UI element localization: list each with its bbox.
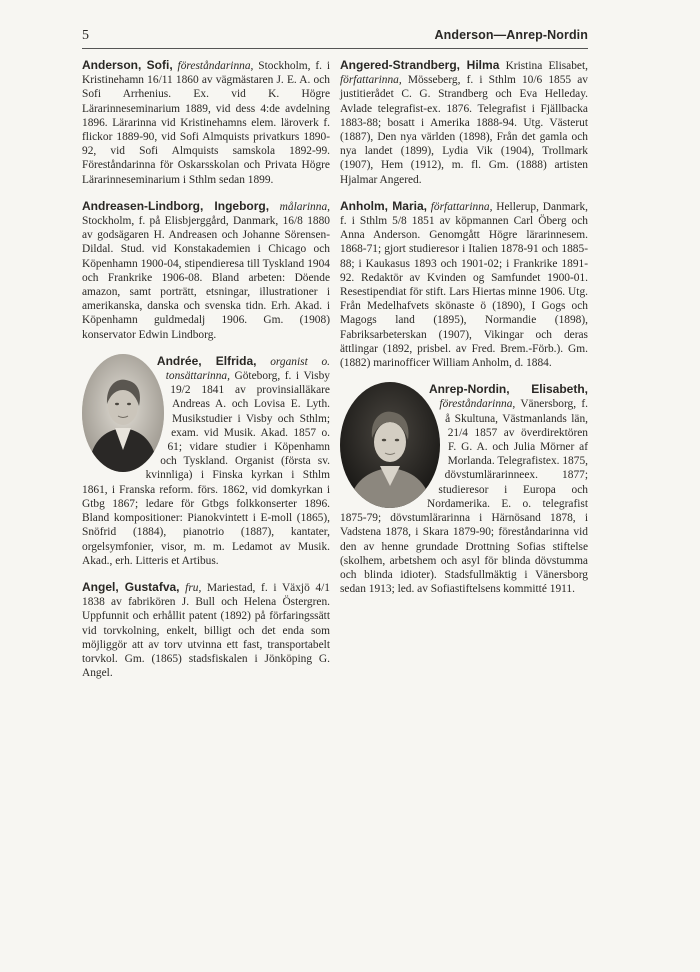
entry-name: Anderson, Sofi, — [82, 58, 173, 72]
entry-name: Anholm, Maria, — [340, 198, 427, 213]
entry-text: Vänersborg, f. å Skultuna, Västmanlands län, 21/4 1857 av överdirektören F. G. A. och Julia Mörner af Morlanda. Telegrafistex. 1875, dövstumlärarinneex. 1877; studieresor i Europa och Nordamerika. E. o. telegrafist 1875-79; dövstumlärarinna i Härnösand 1878, i Vadstena 1878, i Skara 1879-90; föreståndarinna vid den av henne grundade Drottning Sofias stiftelse (skolhem, arbetshem och asyl för blinda dövstumma och blinda idioter). Stadsfullmäktig i Vänersborg sedan 1913; led. av Sofiastiftelsens kommitté 1911. — [340, 398, 588, 596]
entry-name: Andreasen-Lindborg, Ingeborg, — [82, 198, 270, 213]
entry-andree — [82, 354, 330, 568]
entry-text: Stockholm, f. på Elisbjerggård, Danmark, 16/8 1880 av godsägaren H. Andreasen och Johanne Sörensen-Dildal. Stud. vid Konstakademien i Chicago och Köpenhamn 1900-04, stipendieresa till Tyskland 1904 och Frankrike 1906-08. Bland arbeten: Döende amazon, samt porträtt, etsningar, illustrationer i amerikanska, danska och svenska tidn. Erh. Akad. i Köpenhamn guldmedalj 1906. Gm. (1908) konservator Edwin Lindborg. — [82, 215, 330, 341]
entry-text: Hellerup, Danmark, f. i Sthlm 5/8 1851 av köpmannen Carl Öberg och Anna Anderson. Genomgått Högre lärarinnesem. 1868-71; gjort studieresor i Italien 1878-91 och 1885-88; i Kaukasus 1893 och 1901-02; i Frankrike 1891-92. Redaktör av Kvinden og Samfundet 1900-01. Resestipendiat för stift. Lars Hiertas minne 1906. Utg. Från Medelhafvets skönaste ö (1890), I Gogs och Magogs land (1895), Normandie (1898), Fabriksarbeterskan (1907), Vikingar och deras ättlingar (1892, prisbel. av Fred. Brem.-Förb.). Gm. (1882) marinofficer William Anholm, d. 1884. — [340, 200, 588, 370]
entry-occupation: målarinna, — [279, 200, 330, 213]
page-header — [82, 28, 588, 46]
entry-angered-strandberg — [340, 58, 588, 187]
entry-text: Mariestad, f. i Växjö 4/1 1838 av fabrikören J. Bull och Helena Östergren. Uppfunnit och erhållit patent (1892) på förfaringssätt vid torvkolning, enkelt, billigt och det enda som möjliggör att av torv utvinna ett fast, transportabelt torvkol. Gm. (1865) stadsfiskalen i Jönköping G. Angel. — [82, 581, 331, 680]
page-number: 5 — [82, 28, 89, 43]
entry-occupation: författarinna, — [430, 200, 493, 213]
entry-name: Andrée, Elfrida, — [156, 353, 257, 368]
entry-text: Mösseberg, f. i Sthlm 10/6 1855 av justitierådet C. G. Strandberg och Eva Helleday. Avlade telegrafist-ex. 1876. Telegrafist i Fjällbacka 1883-88; bosatt i Amerika 1888-94. Utg. Västerut (1887), Den nya världen (1898), Från det gamla och nya landet (1899), Lydia Vik (1904), Trollmark (1907), Hem (1912), m. fl. Gm. (1888) artisten Hjalmar Angered. — [340, 74, 588, 186]
portrait-photo-anrep-nordin — [340, 382, 440, 508]
entry-text: Stockholm, f. i Kristinehamn 16/11 1860 av vägmästaren J. E. A. och Sofi Arrhenius. Ex. vid K. Högre Lärarinneseminarium 1889, vid dess 4:de avdelning 1896. Lärarinna vid Kristinehamns elem. läroverk f. flickor 1889-90, vid Sofi Almquists privatkurs 1890-92, vid Sofi Almquists samskola 1892-99. Föreståndarinna för Oskarsskolan och Privata Högre Lärarinneseminarium i Sthlm sedan 1899. — [82, 60, 330, 186]
header-rule — [82, 48, 588, 49]
entry-anholm — [340, 199, 588, 370]
entry-anrep-nordin — [340, 382, 588, 596]
entry-text-before: Kristina Elisabet, — [505, 60, 588, 72]
entry-occupation: fru, — [185, 581, 202, 594]
entry-andreasen-lindborg — [82, 199, 330, 342]
portrait-anrep-nordin-image — [340, 382, 440, 508]
left-column — [82, 58, 330, 692]
entry-text: Göteborg, f. i Visby 19/2 1841 av provinsialläkare Andreas A. och Lovisa E. Lyth. Musikstudier i Visby och Sthlm; exam. vid Musik. Akad. 1857 o. 61; vidare studier i Köpenhamn och Tyskland. Organist (första sv. kvinnliga) i Finska kyrkan i Sthlm 1861, i Franska reform. förs. 1862, vid domkyrkan i Gtbg 1867; ledare för Gtbgs folkkonserter 1896. Bland kompositioner: Pianokvintett i E-moll (1865), Snöfrid (1884), pianotrio (1887), kantater, orgelsymfonier, visor, m. m. Ledamot av Musik. Akad., erh. Litteris et Artibus. — [82, 370, 330, 567]
entry-occupation: föreståndarinna, — [177, 60, 254, 72]
entry-occupation: föreståndarinna, — [439, 398, 516, 411]
running-title: Anderson—Anrep-Nordin — [434, 28, 588, 42]
entry-name: Anrep-Nordin, Elisabeth, — [428, 382, 588, 397]
entry-anderson — [82, 58, 330, 187]
portrait-andree-image — [82, 354, 164, 472]
entry-occupation: författarinna, — [340, 74, 402, 87]
right-column — [340, 58, 588, 608]
entry-name: Angel, Gustafva, — [82, 579, 180, 594]
entry-angel — [82, 580, 330, 680]
entry-name: Angered-Strandberg, Hilma — [340, 58, 500, 72]
entry-occupation: organist o. tonsättarinna, — [165, 355, 330, 383]
portrait-photo-andree — [82, 354, 164, 472]
